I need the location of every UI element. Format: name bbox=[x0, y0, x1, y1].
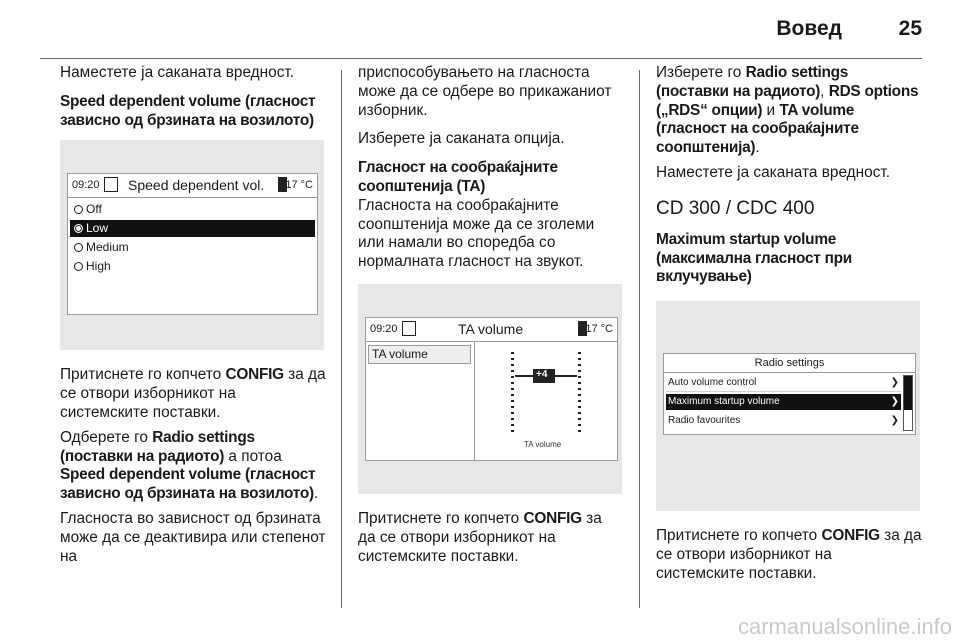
column-divider-1 bbox=[341, 70, 342, 608]
option-high[interactable]: High bbox=[70, 258, 315, 275]
display-title: TA volume bbox=[458, 320, 524, 337]
clock-icon bbox=[402, 321, 416, 336]
clock-time: 09:20 bbox=[72, 179, 100, 192]
display-screen bbox=[365, 317, 618, 461]
radio-icon bbox=[74, 262, 83, 271]
subheading: Гласност на сообраќајните соопштенија (TA) bbox=[358, 159, 558, 195]
display-title: Speed dependent vol. bbox=[128, 177, 265, 194]
watermark: carmanualsonline.info bbox=[0, 612, 960, 642]
chevron-right-icon: ❯ bbox=[890, 415, 899, 427]
display-title: Radio settings bbox=[664, 354, 915, 373]
divider bbox=[474, 342, 475, 460]
paragraph: Изберете го Radio settings (поставки на радиото), RDS options („RDS“ опции) и TA volume (гласност на сообраќајните соопштенија). bbox=[656, 64, 919, 157]
radio-icon bbox=[74, 243, 83, 252]
paragraph: Притиснете го копчето CONFIG за да се отвори изборникот на системските поставки. bbox=[358, 509, 602, 565]
option-low[interactable]: Low bbox=[70, 220, 315, 237]
paragraph: Одберете го Radio settings (поставки на радиото) а потоа Speed dependent volume (гласност зависно од брзината на возилото). bbox=[60, 428, 319, 503]
paragraph: приспособувањето на гласноста може да се одбере во прикажаниот изборник. bbox=[358, 64, 612, 119]
chevron-right-icon: ❯ bbox=[890, 377, 899, 389]
menu-item-max-startup-volume[interactable]: Maximum startup volume ❯ bbox=[666, 394, 901, 410]
paragraph: Притиснете го копчето CONFIG за да се отвори изборникот на системските поставки. bbox=[60, 366, 326, 421]
subheading: Speed dependent volume (гласност зависно од брзината на возилото) bbox=[60, 92, 316, 129]
clock-icon bbox=[104, 177, 118, 192]
page-number: 25 bbox=[898, 17, 922, 40]
chevron-right-icon: ❯ bbox=[890, 396, 899, 408]
volume-slider[interactable] bbox=[501, 352, 591, 442]
display-topbar bbox=[366, 318, 617, 342]
paragraph: Наместете ја саканата вредност. bbox=[60, 64, 295, 81]
paragraph: Притиснете го копчето CONFIG за да се отвори изборникот на системските поставки. bbox=[656, 527, 922, 582]
page-header bbox=[0, 0, 960, 58]
clock-time: 09:20 bbox=[370, 322, 398, 335]
display-screen bbox=[663, 353, 916, 435]
column-1 bbox=[60, 64, 326, 566]
section-heading: CD 300 / CDC 400 bbox=[656, 197, 815, 219]
volume-value: +4 bbox=[536, 368, 548, 380]
ta-volume-tab[interactable]: TA volume bbox=[368, 345, 471, 364]
column-2 bbox=[358, 64, 622, 566]
radio-selected-icon bbox=[74, 224, 83, 233]
option-off[interactable]: Off bbox=[70, 201, 315, 218]
menu-item-auto-volume[interactable]: Auto volume control ❯ bbox=[666, 375, 901, 392]
display-topbar bbox=[68, 174, 317, 198]
column-3 bbox=[656, 64, 922, 584]
display-screen bbox=[67, 173, 318, 315]
screen-figure-speed-volume bbox=[60, 140, 324, 350]
scrollbar-thumb[interactable] bbox=[904, 376, 912, 410]
subheading: Maximum startup volume (максимална гласност при вклучување) bbox=[656, 230, 852, 286]
slider-caption: TA volume bbox=[524, 439, 562, 449]
temperature: 17 °C bbox=[285, 179, 313, 192]
paragraph: Гласноста на сообраќајните соопштенија може да се зголеми или намали во споредба со нормалната гласност на звукот. bbox=[358, 196, 595, 271]
screen-figure-radio-settings bbox=[656, 301, 920, 511]
section-title: Вовед bbox=[776, 17, 842, 40]
screen-figure-ta-volume bbox=[358, 284, 622, 494]
paragraph: Изберете ја саканата опција. bbox=[358, 130, 565, 148]
menu-item-radio-favourites[interactable]: Radio favourites ❯ bbox=[666, 413, 901, 429]
paragraph: Гласноста во зависност од брзината може да се деактивира или степенот на bbox=[60, 509, 326, 565]
radio-icon bbox=[74, 205, 83, 214]
column-divider-2 bbox=[639, 70, 640, 608]
header-rule bbox=[40, 58, 922, 59]
scrollbar[interactable] bbox=[903, 375, 913, 431]
paragraph: Наместете ја саканата вредност. bbox=[656, 163, 891, 181]
temperature: 17 °C bbox=[585, 322, 613, 335]
option-medium[interactable]: Medium bbox=[70, 239, 315, 256]
